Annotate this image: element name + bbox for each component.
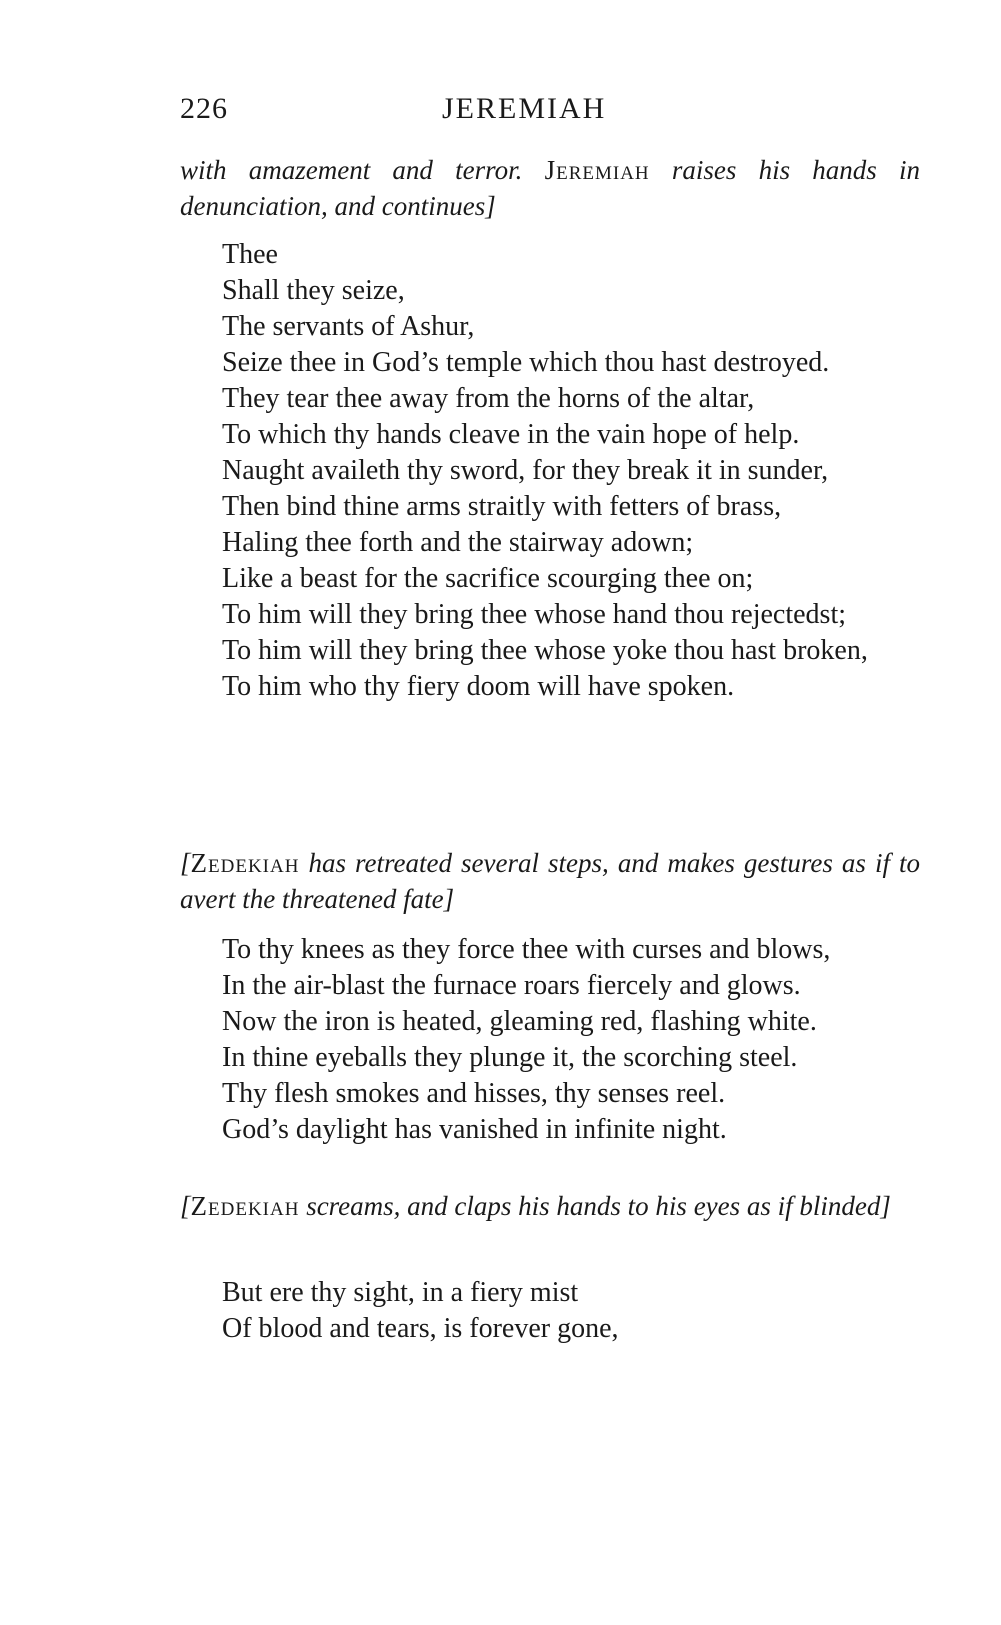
verse-line: Seize thee in God’s temple which thou hast destroyed.	[222, 347, 830, 378]
running-head	[180, 92, 920, 132]
verse-line: To him will they bring thee whose yoke thou hast broken,	[222, 635, 868, 666]
verse-line: The servants of Ashur,	[222, 311, 475, 342]
stage-text: screams, and claps his hands to his eyes as if blinded]	[306, 1191, 891, 1221]
verse-line: Naught availeth thy sword, for they break it in sunder,	[222, 455, 829, 486]
character-name: Jeremiah	[544, 155, 650, 185]
verse-line: They tear thee away from the horns of the altar,	[222, 383, 755, 414]
verse-line: Of blood and tears, is forever gone,	[222, 1313, 619, 1344]
stage-direction-2	[180, 845, 920, 917]
verse-line: To him will they bring thee whose hand thou rejectedst;	[222, 599, 847, 630]
open-bracket: [	[180, 848, 191, 878]
verse-line: But ere thy sight, in a fiery mist	[222, 1277, 579, 1308]
verse-line: God’s daylight has vanished in infinite night.	[222, 1114, 727, 1145]
character-name: Zedekiah	[190, 1191, 300, 1221]
verse-block-3	[222, 1275, 920, 1347]
header-title: JEREMIAH	[442, 92, 607, 125]
stage-text: raises his hands in denunciation, and continues]	[180, 155, 921, 221]
stage-text: with amazement and terror.	[180, 155, 523, 185]
verse-line: In the air-blast the furnace roars fiercely and glows.	[222, 970, 801, 1001]
verse-line: To him who thy fiery doom will have spoken.	[222, 671, 735, 702]
verse-block-2	[222, 932, 920, 1148]
stage-direction-3	[180, 1188, 920, 1224]
verse-line: To which thy hands cleave in the vain hope of help.	[222, 419, 800, 450]
character-name: Zedekiah	[190, 848, 300, 878]
verse-line: Then bind thine arms straitly with fetters of brass,	[222, 491, 782, 522]
stage-text: has retreated several steps, and makes gestures as if to avert the threatened fate]	[180, 848, 921, 914]
open-bracket: [	[180, 1191, 191, 1221]
verse-line: To thy knees as they force thee with curses and blows,	[222, 934, 831, 965]
verse-line: Like a beast for the sacrifice scourging thee on;	[222, 563, 754, 594]
verse-line: Thee	[222, 239, 278, 270]
verse-block-1	[222, 237, 920, 705]
verse-line: Haling thee forth and the stairway adown;	[222, 527, 694, 558]
verse-line: Shall they seize,	[222, 275, 405, 306]
page-number: 226	[180, 92, 228, 125]
verse-line: Thy flesh smokes and hisses, thy senses reel.	[222, 1078, 726, 1109]
verse-line: In thine eyeballs they plunge it, the scorching steel.	[222, 1042, 798, 1073]
verse-line: Now the iron is heated, gleaming red, flashing white.	[222, 1006, 817, 1037]
stage-direction-1	[180, 152, 920, 224]
